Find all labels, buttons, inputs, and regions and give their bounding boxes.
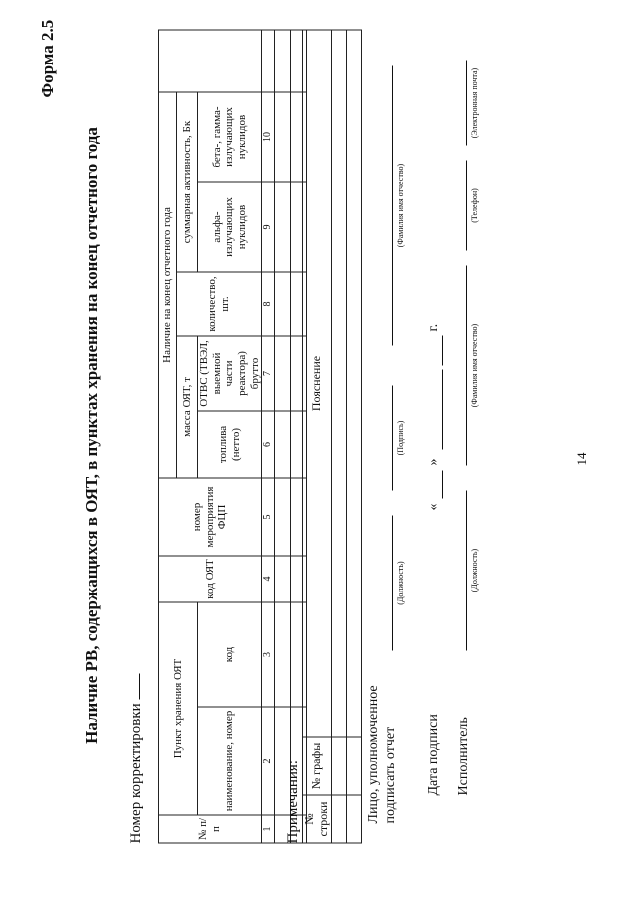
- table-cell[interactable]: [275, 601, 291, 706]
- table-cell[interactable]: [275, 91, 291, 181]
- notes-col-row-number: № строки: [303, 795, 332, 843]
- executor-position-caption: (Должность): [470, 548, 479, 592]
- col-group-availability: Наличие на конец отчетного года: [159, 91, 177, 477]
- notes-col-column-number: № графы: [303, 737, 332, 795]
- col-header-beta-gamma: бета-, гамма-излучающих нуклидов: [198, 91, 262, 181]
- table-cell[interactable]: [275, 555, 291, 601]
- signature-line[interactable]: [392, 385, 393, 490]
- column-number: 1: [262, 815, 275, 843]
- correction-number-label: Номер корректировки: [128, 702, 144, 843]
- col-blank-right: [159, 29, 262, 91]
- page-number: 14: [574, 452, 589, 465]
- column-number: 6: [262, 410, 275, 477]
- col-header-snf-code: код ОЯТ: [159, 555, 262, 601]
- storage-availability-table: [158, 29, 307, 843]
- table-cell[interactable]: [331, 737, 346, 795]
- col-header-code: код: [198, 601, 262, 706]
- phone-caption: (Телефон): [470, 187, 479, 223]
- col-header-fuel-net: топлива (нетто): [198, 410, 262, 477]
- table-cell[interactable]: [275, 29, 291, 91]
- date-year-suffix: г.: [426, 323, 441, 331]
- executor-position-line[interactable]: [466, 490, 467, 650]
- column-number: 9: [262, 181, 275, 271]
- position-line[interactable]: [392, 515, 393, 650]
- table-cell[interactable]: [275, 271, 291, 335]
- column-number: 2: [262, 707, 275, 815]
- date-year-line[interactable]: [442, 335, 443, 365]
- table-row: [331, 30, 346, 843]
- date-open-quote: «: [426, 503, 441, 510]
- phone-line[interactable]: [466, 160, 467, 250]
- table-cell[interactable]: [275, 410, 291, 477]
- table-cell[interactable]: [346, 737, 361, 795]
- correction-number-blank[interactable]: [139, 673, 140, 699]
- table-row: [346, 30, 361, 843]
- table-cell[interactable]: [346, 30, 361, 737]
- position-caption: (Должность): [396, 560, 405, 605]
- table-cell[interactable]: [346, 795, 361, 843]
- col-header-row-number: № п/п: [159, 815, 262, 843]
- full-name-caption: (Фамилия имя отчество): [396, 163, 405, 247]
- col-group-storage-point: Пункт хранения ОЯТ: [159, 601, 198, 814]
- date-close-quote: »: [426, 458, 441, 465]
- col-header-quantity: количество, шт.: [177, 271, 262, 335]
- executor-full-name-caption: (Фамилия имя отчество): [470, 323, 479, 407]
- notes-table: [302, 29, 362, 843]
- col-group-activity: суммарная активность, Бк: [177, 91, 198, 271]
- document-title: Наличие РВ, содержащихся в ОЯТ, в пунктах хранения на конец отчетного года: [82, 126, 101, 744]
- notes-col-explanation: Пояснение: [303, 30, 332, 737]
- table-cell[interactable]: [331, 795, 346, 843]
- correction-number-field[interactable]: [128, 673, 145, 843]
- executor-full-name-line[interactable]: [466, 265, 467, 465]
- date-day-line[interactable]: [442, 470, 443, 498]
- column-number-blank: [262, 29, 275, 91]
- col-header-sfa-gross: ОТВС (ТВЭЛ, выемной части реактора) брутто: [198, 335, 262, 410]
- table-cell[interactable]: [275, 181, 291, 271]
- signing-date-label: Дата подписи: [426, 713, 441, 795]
- column-number: 3: [262, 601, 275, 706]
- col-header-alpha: альфа-излучающих нуклидов: [198, 181, 262, 271]
- form-label: Форма 2.5: [38, 19, 57, 97]
- full-name-line[interactable]: [392, 65, 393, 345]
- email-line[interactable]: [466, 60, 467, 145]
- column-number: 10: [262, 91, 275, 181]
- email-caption: (Электронная почта): [470, 67, 479, 138]
- column-number-row: [262, 29, 275, 842]
- table-cell[interactable]: [275, 335, 291, 410]
- table-row: [275, 29, 291, 842]
- col-group-mass: масса ОЯТ, т: [177, 335, 198, 477]
- authorized-person-label: Лицо, уполномоченное подписать отчет: [366, 684, 398, 823]
- column-number: 5: [262, 477, 275, 555]
- table-cell[interactable]: [275, 477, 291, 555]
- column-number: 4: [262, 555, 275, 601]
- table-cell[interactable]: [331, 30, 346, 737]
- column-number: 8: [262, 271, 275, 335]
- notes-label: Примечания:: [285, 759, 301, 843]
- col-header-fcp-event: номер мероприятия ФЦП: [159, 477, 262, 555]
- column-number: 7: [262, 335, 275, 410]
- signature-caption: (Подпись): [396, 420, 405, 455]
- date-month-line[interactable]: [442, 369, 443, 449]
- executor-label: Исполнитель: [456, 716, 471, 795]
- col-header-name-number: наименование, номер: [198, 707, 262, 815]
